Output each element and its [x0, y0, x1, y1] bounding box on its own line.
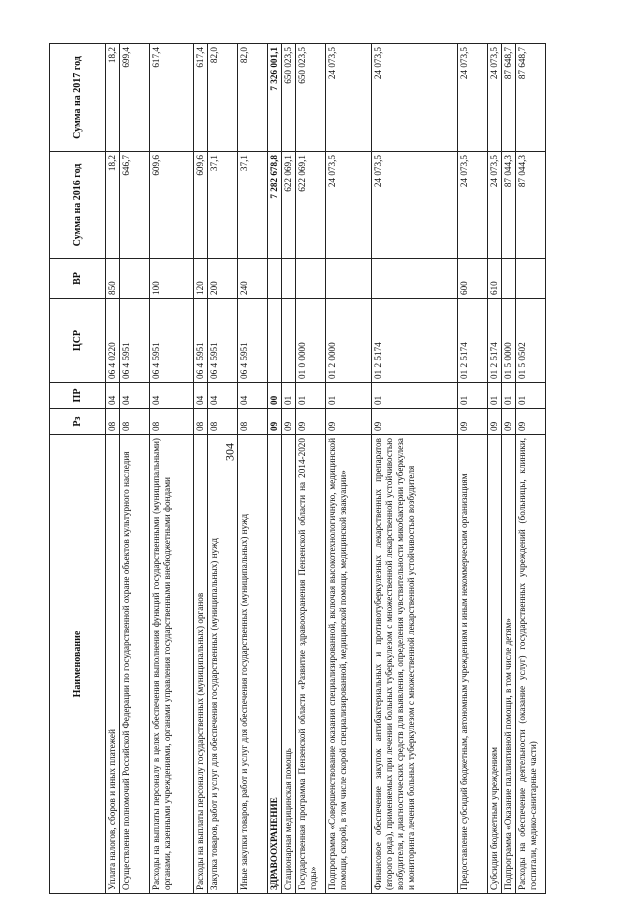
cell-name: Расходы на обеспечение деятельности (оказание услуг) государственных учреждений (больницы, клиники, госпитали, медико-санитарные части)	[516, 435, 546, 894]
cell-pr: 04	[106, 383, 120, 409]
cell-sum-2017: 650 023,5	[282, 44, 296, 152]
cell-rz: 09	[296, 409, 326, 435]
cell-vr	[120, 259, 150, 299]
table-row	[458, 44, 488, 894]
cell-csr: 01 2 5174	[488, 299, 502, 383]
cell-sum-2016: 622 069,1	[296, 152, 326, 259]
cell-vr: 610	[488, 259, 502, 299]
cell-sum-2016: 609,6	[194, 152, 208, 259]
cell-pr: 01	[488, 383, 502, 409]
cell-sum-2016: 87 044,3	[502, 152, 516, 259]
cell-pr: 04	[120, 383, 150, 409]
cell-csr: 06 4 5951	[194, 299, 208, 383]
header-pr: ПР	[50, 383, 106, 409]
cell-pr: 01	[326, 383, 372, 409]
table-row	[238, 44, 268, 894]
cell-rz: 08	[120, 409, 150, 435]
cell-sum-2016: 24 073,5	[458, 152, 488, 259]
cell-rz: 09	[268, 409, 282, 435]
cell-rz: 09	[372, 409, 458, 435]
cell-rz: 08	[106, 409, 120, 435]
cell-vr	[282, 259, 296, 299]
table-header-row	[50, 44, 106, 894]
cell-name: Стационарная медицинская помощь	[282, 435, 296, 894]
cell-csr	[282, 299, 296, 383]
cell-pr: 00	[268, 383, 282, 409]
table-row	[372, 44, 458, 894]
cell-name: Государственная программа Пензенской области «Развитие здравоохранения Пензенской области на 2014-2020 годы»	[296, 435, 326, 894]
cell-csr: 06 4 5951	[238, 299, 268, 383]
cell-vr: 240	[238, 259, 268, 299]
cell-pr: 04	[238, 383, 268, 409]
cell-sum-2016: 609,6	[150, 152, 194, 259]
cell-pr: 04	[194, 383, 208, 409]
cell-vr: 850	[106, 259, 120, 299]
cell-name: Закупка товаров, работ и услуг для обеспечения государственных (муниципальных) нужд	[208, 435, 238, 894]
cell-vr: 100	[150, 259, 194, 299]
cell-sum-2017: 617,4	[150, 44, 194, 152]
cell-name: Предоставление субсидий бюджетным, автономным учреждениям и иным некоммерческим организациям	[458, 435, 488, 894]
cell-csr: 06 4 0220	[106, 299, 120, 383]
cell-csr: 06 4 5951	[208, 299, 238, 383]
cell-name: Субсидии бюджетным учреждениям	[488, 435, 502, 894]
table-row	[296, 44, 326, 894]
cell-csr: 01 2 0000	[326, 299, 372, 383]
cell-vr: 200	[208, 259, 238, 299]
cell-sum-2016: 24 073,5	[488, 152, 502, 259]
table-row	[208, 44, 238, 894]
cell-sum-2016: 87 044,3	[516, 152, 546, 259]
cell-csr: 01 5 0502	[516, 299, 546, 383]
cell-vr: 600	[458, 259, 488, 299]
cell-name: Расходы на выплаты персоналу государственных (муниципальных) органов	[194, 435, 208, 894]
cell-vr	[372, 259, 458, 299]
cell-sum-2017: 7 326 001,1	[268, 44, 282, 152]
cell-sum-2017: 24 073,5	[488, 44, 502, 152]
cell-sum-2016: 37,1	[238, 152, 268, 259]
cell-rz: 08	[150, 409, 194, 435]
cell-sum-2017: 82,0	[208, 44, 238, 152]
cell-vr	[268, 259, 282, 299]
cell-name: Подпрограмма «Оказание паллиативной помощи, в том числе детям»	[502, 435, 516, 894]
header-sum-2016: Сумма на 2016 год	[50, 152, 106, 259]
table-row	[150, 44, 194, 894]
cell-rz: 09	[516, 409, 546, 435]
table-row	[106, 44, 120, 894]
header-name: Наименование	[50, 435, 106, 894]
cell-csr: 01 2 5174	[458, 299, 488, 383]
cell-pr: 04	[208, 383, 238, 409]
cell-rz: 08	[238, 409, 268, 435]
table-row	[268, 44, 282, 894]
cell-pr: 01	[372, 383, 458, 409]
cell-sum-2016: 24 073,5	[326, 152, 372, 259]
cell-csr: 06 4 5951	[120, 299, 150, 383]
cell-name: Иные закупки товаров, работ и услуг для обеспечения государственных (муниципальных) нужд	[238, 435, 268, 894]
header-vr: ВР	[50, 259, 106, 299]
cell-name: Подпрограмма «Совершенствование оказания специализированной, включая высокотехнологичную, медицинской помощи, скорой, в том числе скорой специализированной, медицинской помощи, медицинской эвакуации»	[326, 435, 372, 894]
cell-sum-2017: 24 073,5	[326, 44, 372, 152]
cell-pr: 01	[516, 383, 546, 409]
cell-sum-2017: 617,4	[194, 44, 208, 152]
budget-table	[49, 43, 546, 894]
cell-name: ЗДРАВООХРАНЕНИЕ	[268, 435, 282, 894]
cell-sum-2017: 24 073,5	[458, 44, 488, 152]
table-row	[282, 44, 296, 894]
cell-name: Уплата налогов, сборов и иных платежей	[106, 435, 120, 894]
cell-sum-2017: 18,2	[106, 44, 120, 152]
cell-sum-2016: 37,1	[208, 152, 238, 259]
cell-csr: 01 5 0000	[502, 299, 516, 383]
table-row	[326, 44, 372, 894]
cell-sum-2016: 646,7	[120, 152, 150, 259]
cell-pr: 01	[296, 383, 326, 409]
cell-rz: 09	[326, 409, 372, 435]
table-body	[106, 44, 546, 894]
cell-pr: 04	[150, 383, 194, 409]
table-row	[120, 44, 150, 894]
table-row	[194, 44, 208, 894]
cell-sum-2017: 699,4	[120, 44, 150, 152]
cell-rz: 09	[502, 409, 516, 435]
cell-pr: 01	[502, 383, 516, 409]
cell-vr	[296, 259, 326, 299]
page-number: 304	[222, 443, 237, 461]
cell-pr: 01	[458, 383, 488, 409]
cell-pr: 01	[282, 383, 296, 409]
rotated-table-container	[49, 44, 589, 894]
table-row	[502, 44, 516, 894]
cell-sum-2016: 24 073,5	[372, 152, 458, 259]
cell-rz: 08	[194, 409, 208, 435]
cell-sum-2016: 18,2	[106, 152, 120, 259]
cell-rz: 09	[458, 409, 488, 435]
cell-csr: 01 0 0000	[296, 299, 326, 383]
cell-sum-2016: 622 069,1	[282, 152, 296, 259]
cell-sum-2017: 24 073,5	[372, 44, 458, 152]
cell-name: Расходы на выплаты персоналу в целях обеспечения выполнения функций государственными (муниципальными) органами, казенными учреждениями, органами управления государственными внебюджетными фондами	[150, 435, 194, 894]
cell-sum-2017: 82,0	[238, 44, 268, 152]
header-rz: Рз	[50, 409, 106, 435]
table-row	[516, 44, 546, 894]
cell-vr	[516, 259, 546, 299]
cell-csr: 06 4 5951	[150, 299, 194, 383]
cell-sum-2017: 87 648,7	[502, 44, 516, 152]
cell-vr: 120	[194, 259, 208, 299]
cell-csr	[268, 299, 282, 383]
cell-rz: 09	[282, 409, 296, 435]
cell-rz: 08	[208, 409, 238, 435]
cell-sum-2016: 7 282 678,8	[268, 152, 282, 259]
header-csr: ЦСР	[50, 299, 106, 383]
cell-rz: 09	[488, 409, 502, 435]
table-row	[488, 44, 502, 894]
cell-sum-2017: 87 648,7	[516, 44, 546, 152]
cell-name: Осуществление полномочий Российской Федерации по государственной охране объектов культурного наследия	[120, 435, 150, 894]
cell-vr	[502, 259, 516, 299]
cell-sum-2017: 650 023,5	[296, 44, 326, 152]
cell-vr	[326, 259, 372, 299]
cell-name: Финансовое обеспечение закупок антибактериальных и противотуберкулезных лекарственных препаратов (второго ряда), применяемых при лечении больных туберкулезом с множественной лекарственной устойчивостью возбудителя, и диагностических средств для выявления, определения чувствительности микобактерии туберкулеза и мониторинга лечения больных туберкулезом с множественной лекарственной устойчивостью возбудителя	[372, 435, 458, 894]
header-sum-2017: Сумма на 2017 год	[50, 44, 106, 152]
cell-csr: 01 2 5174	[372, 299, 458, 383]
